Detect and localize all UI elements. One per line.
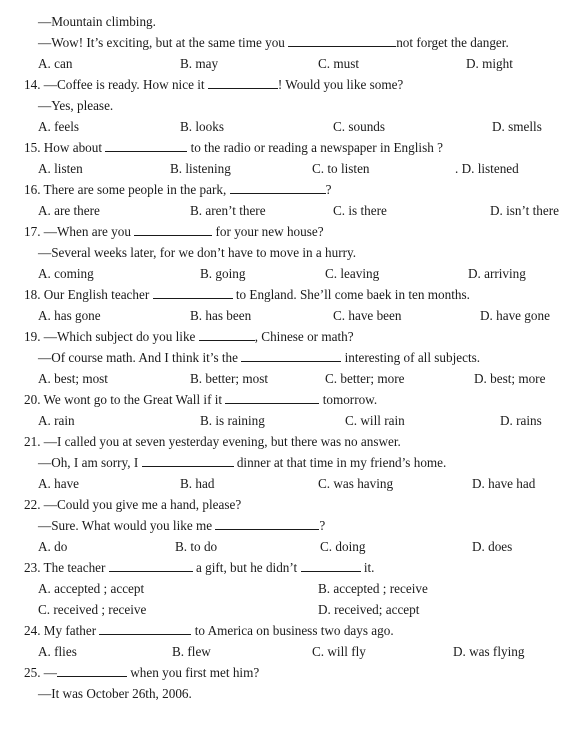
- question-line: [24, 392, 377, 408]
- answer-option: A. listen: [38, 161, 83, 176]
- text-segment: 21. —I called you at seven yesterday evening, but there was no answer.: [24, 434, 401, 449]
- answer-option: D. arriving: [468, 266, 526, 281]
- question-line: [24, 329, 354, 345]
- text-segment: —Yes, please.: [38, 98, 114, 113]
- answer-option: B. going: [200, 266, 246, 281]
- answer-blank[interactable]: [134, 224, 212, 236]
- answer-option: A. coming: [38, 266, 94, 281]
- question-line: [24, 623, 394, 639]
- question-line: [38, 245, 356, 261]
- answer-option: A. do: [38, 539, 68, 554]
- question-line: [38, 686, 192, 702]
- answer-option: D. best; more: [474, 371, 546, 386]
- answer-option: B. to do: [175, 539, 218, 554]
- answer-option: C. must: [318, 56, 360, 71]
- text-segment: ?: [325, 182, 332, 197]
- text-segment: a gift, but he didn’t: [192, 560, 301, 575]
- question-line: [24, 224, 324, 240]
- question-line: [38, 350, 480, 366]
- text-segment: —Mountain climbing.: [38, 14, 156, 29]
- answer-option: C. sounds: [333, 119, 386, 134]
- answer-option: A. accepted ; accept: [38, 581, 145, 596]
- answer-blank[interactable]: [241, 350, 341, 362]
- text-segment: 22. —Could you give me a hand, please?: [24, 497, 242, 512]
- answer-option: A. has gone: [38, 308, 101, 323]
- answer-option: C. doing: [320, 539, 366, 554]
- text-segment: to England. She’ll come baek in ten months.: [232, 287, 470, 302]
- answer-blank[interactable]: [105, 140, 187, 152]
- answer-option: D. have had: [472, 476, 536, 491]
- answer-option: C. have been: [333, 308, 402, 323]
- answer-option: C. will rain: [345, 413, 405, 428]
- answer-option: C. was having: [318, 476, 394, 491]
- text-segment: 17. —When are you: [24, 224, 135, 239]
- answer-option: A. are there: [38, 203, 100, 218]
- text-segment: 18. Our English teacher: [24, 287, 153, 302]
- answer-option: C. better; more: [325, 371, 405, 386]
- text-segment: 24. My father: [24, 623, 100, 638]
- answer-blank[interactable]: [153, 287, 233, 299]
- answer-option: C. leaving: [325, 266, 380, 281]
- text-segment: ?: [319, 518, 326, 533]
- text-segment: 25. —: [24, 665, 57, 680]
- answer-option: B. may: [180, 56, 219, 71]
- text-segment: 16. There are some people in the park,: [24, 182, 230, 197]
- text-segment: —Several weeks later, for we don’t have to move in a hurry.: [38, 245, 357, 260]
- text-segment: 23. The teacher: [24, 560, 109, 575]
- answer-option: B. had: [180, 476, 215, 491]
- answer-option: A. can: [38, 56, 73, 71]
- question-line: [24, 665, 259, 681]
- question-line: [38, 35, 509, 51]
- answer-option: C. to listen: [312, 161, 370, 176]
- question-line: [24, 287, 470, 303]
- text-segment: —Oh, I am sorry, I: [38, 455, 142, 470]
- answer-option: A. rain: [38, 413, 75, 428]
- answer-option: D. have gone: [480, 308, 550, 323]
- answer-option: D. smells: [492, 119, 542, 134]
- answer-option: B. flew: [172, 644, 211, 659]
- question-line: [24, 497, 241, 513]
- answer-option: A. feels: [38, 119, 80, 134]
- question-line: [24, 140, 443, 156]
- text-segment: —It was October 26th, 2006.: [38, 686, 192, 701]
- answer-option: C. received ; receive: [38, 602, 147, 617]
- answer-option: B. better; most: [190, 371, 269, 386]
- question-line: [24, 560, 374, 576]
- answer-option: D. might: [466, 56, 513, 71]
- text-segment: tomorrow.: [319, 392, 378, 407]
- text-segment: 19. —Which subject do you like: [24, 329, 199, 344]
- answer-blank[interactable]: [215, 518, 319, 530]
- text-segment: 15. How about: [24, 140, 106, 155]
- text-segment: , Chinese or math?: [254, 329, 354, 344]
- text-segment: it.: [360, 560, 375, 575]
- text-segment: to America on business two days ago.: [191, 623, 394, 638]
- question-line: [24, 77, 403, 93]
- answer-blank[interactable]: [57, 665, 127, 677]
- question-line: [38, 14, 156, 30]
- answer-option: D. rains: [500, 413, 542, 428]
- answer-option: A. flies: [38, 644, 77, 659]
- text-segment: —Of course math. And I think it’s the: [38, 350, 242, 365]
- text-segment: —Sure. What would you like me: [38, 518, 216, 533]
- answer-option: D. was flying: [453, 644, 525, 659]
- text-segment: —Wow! It’s exciting, but at the same time you: [38, 35, 289, 50]
- answer-option: B. aren’t there: [190, 203, 266, 218]
- text-segment: for your new house?: [212, 224, 324, 239]
- answer-option: A. best; most: [38, 371, 108, 386]
- answer-option: C. is there: [333, 203, 387, 218]
- question-line: [24, 182, 331, 198]
- answer-option: D. does: [472, 539, 513, 554]
- text-segment: ! Would you like some?: [277, 77, 404, 92]
- answer-blank[interactable]: [230, 182, 326, 194]
- question-line: [38, 455, 446, 471]
- text-segment: 14. —Coffee is ready. How nice it: [24, 77, 208, 92]
- text-segment: to the radio or reading a newspaper in English ?: [187, 140, 443, 155]
- answer-option: D. isn’t there: [490, 203, 559, 218]
- answer-option: B. looks: [180, 119, 224, 134]
- answer-option: A. have: [38, 476, 80, 491]
- question-line: [24, 434, 401, 450]
- answer-blank[interactable]: [109, 560, 193, 572]
- text-segment: interesting of all subjects.: [341, 350, 481, 365]
- answer-blank[interactable]: [208, 77, 278, 89]
- answer-blank[interactable]: [288, 35, 396, 47]
- text-segment: 20. We wont go to the Great Wall if it: [24, 392, 226, 407]
- answer-option: B. is raining: [200, 413, 265, 428]
- answer-blank[interactable]: [142, 455, 234, 467]
- answer-blank[interactable]: [301, 560, 361, 572]
- answer-option: B. listening: [170, 161, 231, 176]
- answer-option: C. will fly: [312, 644, 366, 659]
- answer-option: B. accepted ; receive: [318, 581, 428, 596]
- text-segment: when you first met him?: [126, 665, 260, 680]
- answer-blank[interactable]: [99, 623, 191, 635]
- answer-option: D. received; accept: [318, 602, 420, 617]
- answer-blank[interactable]: [199, 329, 255, 341]
- text-segment: dinner at that time in my friend’s home.: [233, 455, 447, 470]
- question-line: [38, 518, 325, 534]
- text-segment: not forget the danger.: [396, 35, 509, 50]
- answer-option: B. has been: [190, 308, 252, 323]
- question-line: [38, 98, 113, 114]
- answer-blank[interactable]: [225, 392, 319, 404]
- answer-option: . D. listened: [455, 161, 519, 176]
